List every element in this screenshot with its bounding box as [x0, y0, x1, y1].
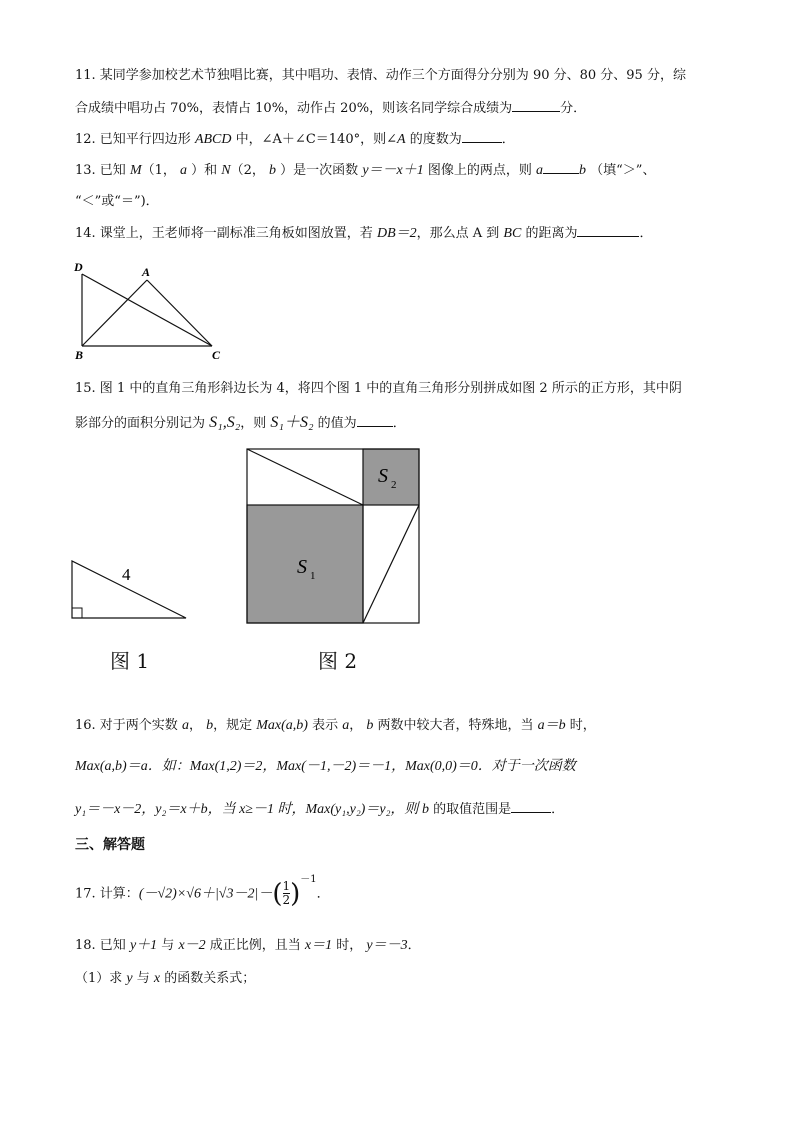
q16-text-e: ，	[349, 718, 367, 733]
q14-line	[75, 224, 652, 243]
fig1-caption: 图 1	[110, 649, 150, 673]
q13-M: M	[129, 163, 142, 178]
q15-end: ．	[392, 416, 406, 431]
q17-line	[75, 872, 330, 912]
label-b: B	[75, 348, 84, 362]
q16-text-d: 表示	[307, 718, 343, 733]
q15-sum: S₁＋S₂	[270, 414, 314, 431]
q11-line1	[75, 67, 686, 85]
label-d: D	[74, 260, 83, 274]
q11-text3: 分．	[560, 101, 587, 116]
q18-sub1	[75, 970, 255, 988]
label-c: C	[212, 348, 221, 362]
q16-end: ．	[551, 802, 565, 817]
q18-text-a: 18. 已知	[75, 938, 130, 953]
fig2-caption: 图 2	[318, 649, 358, 673]
q15-text2b: ，则	[240, 416, 271, 431]
q12-line	[75, 130, 515, 149]
q11-text1: 11. 某同学参加校艺术节独唱比赛，其中唱功、表情、动作三个方面得分分别为 90 分、80 分、95 分，综	[75, 68, 686, 83]
section-heading: 三、解答题	[75, 837, 145, 853]
q17-num: 1	[282, 879, 291, 894]
q18-sub1-a: （1）求	[75, 971, 127, 986]
q16-line1	[75, 717, 596, 735]
q13-text-d: （2，	[230, 163, 270, 178]
q16-b: b	[206, 718, 214, 733]
q13-line1	[75, 161, 655, 180]
hypotenuse-label: 4	[122, 565, 131, 584]
q17-den: 2	[282, 893, 291, 908]
q15-line2	[75, 414, 406, 433]
q14-triangle-figure	[70, 258, 230, 362]
q12-angle-expr: ∠A＋∠C＝140°	[261, 132, 361, 147]
q14-end: ．	[639, 226, 653, 241]
q16-answer-blank[interactable]	[511, 800, 551, 813]
q14-db: DB＝2	[376, 226, 417, 241]
q16-aeqb: a＝b	[537, 718, 566, 733]
s2-region	[363, 449, 419, 505]
q11-line2	[75, 99, 586, 118]
q16-a: a	[181, 718, 189, 733]
q18-sub1-c: 的函数关系式；	[160, 971, 256, 986]
s1-label: S	[297, 556, 307, 578]
q17-lparen: (	[272, 878, 283, 909]
q12-answer-blank[interactable]	[462, 130, 502, 143]
q12-text-d: 的度数为	[405, 132, 462, 147]
q16-text-b: ，	[188, 718, 207, 733]
s1-sub: 1	[310, 570, 316, 582]
q16-a2: a	[342, 718, 350, 733]
q17-rparen: )	[290, 878, 301, 909]
q15-text1: 15. 图 1 中的直角三角形斜边长为 4，将四个图 1 中的直角三角形分别拼成如图 2 所示的正方形，其中阴	[75, 381, 682, 396]
q12-abcd: ABCD	[194, 132, 232, 147]
q16-text-g: 时，	[565, 718, 596, 733]
q13-text-f: 图像上的两点，则	[423, 163, 537, 178]
q13-text-e: ）是一次函数	[276, 163, 363, 178]
q16-b3: b	[421, 802, 429, 817]
q13-text-b: （1，	[141, 163, 181, 178]
q13-text-a: 13. 已知	[75, 163, 130, 178]
q18-expr1: y＋1	[129, 938, 158, 953]
q16-text-line3a: y₁＝－x－2，y₂＝x＋b，当 x≥－1 时，Max(y₁,y₂)＝y₂，则	[75, 802, 422, 817]
q13-func: y＝－x＋1	[362, 163, 424, 178]
q18-text-c: 成正比例，且当	[205, 938, 305, 953]
edge-ba	[82, 280, 147, 346]
q13-answer-blank[interactable]	[543, 161, 579, 174]
q13-a: a	[180, 163, 188, 178]
q17-exponent: －1	[300, 874, 317, 885]
q16-line2	[75, 758, 576, 776]
q14-text-a: 14. 课堂上，王老师将一副标准三角板如图放置，若	[75, 226, 377, 241]
q15-figure-1	[66, 556, 196, 626]
q18-expr4: y＝－3	[366, 938, 408, 953]
q18-text-d: 时，	[332, 938, 367, 953]
q13-line2	[75, 193, 159, 211]
q15-s1s2: S₁,S₂	[209, 414, 241, 431]
q18-sub1-x: x	[153, 971, 161, 986]
q18-text-b: 与	[157, 938, 179, 953]
q18-expr2: x－2	[178, 938, 206, 953]
q14-answer-blank[interactable]	[577, 224, 639, 237]
q18-sub1-b: 与	[132, 971, 154, 986]
diag-right	[363, 505, 419, 623]
q11-answer-blank[interactable]	[512, 99, 560, 112]
q17-fraction	[283, 880, 291, 907]
q12-text-c: ，则∠	[360, 132, 397, 147]
q11-text2: 合成绩中唱功占 70%，表情占 10%，动作占 20%，则该名同学综合成绩为	[75, 101, 513, 116]
q18-expr3: x＝1	[304, 938, 333, 953]
q12-var-a: A	[397, 132, 406, 147]
q12-text-a: 12. 已知平行四边形	[75, 132, 195, 147]
diag-top	[247, 449, 363, 505]
q16-line3	[75, 800, 564, 819]
q12-text-b: 中，	[231, 132, 262, 147]
q15-figure-2	[245, 447, 421, 626]
q15-line1	[75, 380, 682, 398]
q16-text-f: 两数中较大者，特殊地，当	[373, 718, 538, 733]
q15-answer-blank[interactable]	[357, 414, 393, 427]
label-a: A	[142, 265, 151, 279]
q16-text-line3c: 的取值范围是	[428, 802, 512, 817]
q16-text-line2: Max(a,b)＝a．如：Max(1,2)＝2，Max(－1,－2)＝－1，Max(0,0)＝0．对于一次函数	[75, 759, 576, 774]
s2-sub: 2	[391, 479, 397, 491]
q13-a2: a	[536, 163, 544, 178]
q13-text-c: ）和	[187, 163, 222, 178]
q17-text-a: 17. 计算：	[75, 886, 139, 902]
q18-line1	[75, 937, 421, 955]
q17-end: ．	[316, 886, 330, 902]
q17-expr: (－√2)×√6＋|√3－2|－	[138, 886, 273, 902]
q18-end: ．	[407, 938, 421, 953]
q14-text-b: ，那么点 A 到	[416, 226, 504, 241]
q13-text-g: （填“＞”、	[586, 163, 656, 178]
q12-end: ．	[501, 132, 515, 147]
q13-b2: b	[579, 163, 587, 178]
edge-dc	[82, 274, 212, 346]
edge-ac	[147, 280, 212, 346]
q16-b2: b	[366, 718, 374, 733]
q16-text-c: ，规定	[213, 718, 257, 733]
q14-bc: BC	[503, 226, 522, 241]
s2-label: S	[378, 465, 388, 487]
q13-N: N	[221, 163, 231, 178]
q15-text2a: 影部分的面积分别记为	[75, 416, 210, 431]
q14-text-c: 的距离为	[521, 226, 578, 241]
q16-text-a: 16. 对于两个实数	[75, 718, 182, 733]
q13-b: b	[269, 163, 277, 178]
q15-text2c: 的值为	[313, 416, 357, 431]
q16-max-ab: Max(a,b)	[256, 718, 308, 733]
q13-text-line2: “＜”或“＝”)．	[75, 194, 159, 209]
right-angle-mark	[72, 608, 82, 618]
q18-sub1-y: y	[126, 971, 133, 986]
